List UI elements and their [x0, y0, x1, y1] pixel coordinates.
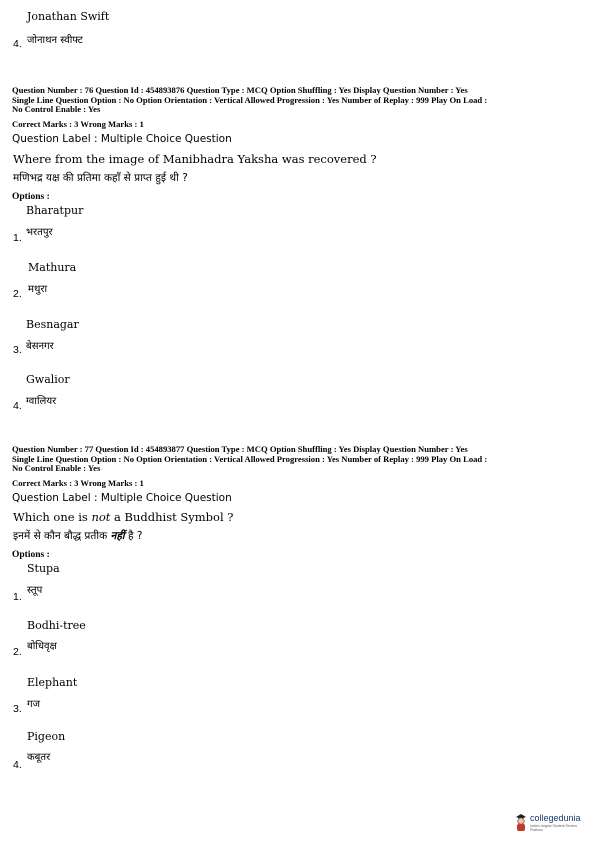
option-text-en: Bodhi-tree: [27, 619, 86, 632]
option-text-hi: गज: [27, 699, 41, 710]
question-meta-line: No Control Enable : Yes: [12, 104, 101, 114]
option-text-en: Mathura: [28, 261, 77, 274]
option-number: 3.: [13, 703, 22, 715]
option-text-hi: कबूतर: [27, 752, 51, 763]
option-number: 4.: [13, 38, 22, 50]
option-number: 1.: [13, 232, 22, 244]
option-text-hi: जोनाथन स्वीफ्ट: [27, 35, 83, 46]
option-number: 4.: [13, 400, 22, 412]
option-text-en: Bharatpur: [26, 204, 84, 217]
question-label: Question Label : Multiple Choice Question: [12, 492, 232, 504]
option-number: 3.: [13, 344, 22, 356]
question-marks: Correct Marks : 3 Wrong Marks : 1: [12, 119, 144, 129]
question-text-part: a Buddhist Symbol ?: [110, 510, 234, 524]
option-number: 4.: [13, 759, 22, 771]
option-text-hi: बोधिवृक्ष: [27, 641, 57, 652]
logo-text: collegedunia: [530, 813, 581, 823]
collegedunia-logo: [514, 812, 589, 834]
question-meta-line: No Control Enable : Yes: [12, 463, 101, 473]
question-meta-line: Question Number : 77 Question Id : 454893877 Question Type : MCQ Option Shuffling : Yes Display Question Number : Yes: [12, 444, 468, 454]
option-text-hi: बेसनगर: [26, 341, 54, 352]
options-heading: Options :: [12, 550, 50, 560]
option-text-en: Gwalior: [26, 373, 70, 386]
question-text-hi: मणिभद्र यक्ष की प्रतिमा कहाँ से प्राप्त हुई थी ?: [13, 172, 188, 184]
question-text-part: Which one is: [13, 510, 92, 524]
option-text-hi: भरतपुर: [26, 227, 53, 238]
mascot-icon: [514, 812, 528, 832]
option-text-hi: मथुरा: [28, 284, 48, 295]
question-label: Question Label : Multiple Choice Question: [12, 133, 232, 145]
option-text-en: Elephant: [27, 676, 78, 689]
question-meta-line: Single Line Question Option : No Option Orientation : Vertical Allowed Progression : Yes Number of Replay : 999 Play On Load :: [12, 453, 488, 464]
option-number: 2.: [13, 288, 22, 300]
option-text-en: Jonathan Swift: [27, 10, 110, 23]
question-text-part: है ?: [124, 530, 143, 542]
logo-tagline: India's largest Student Review Platform: [530, 824, 577, 832]
option-text-en: Pigeon: [27, 730, 66, 743]
question-text-en: Where from the image of Manibhadra Yaksha was recovered ?: [13, 152, 377, 166]
option-text-en: Stupa: [27, 562, 60, 575]
option-text-hi: स्तूप: [27, 585, 43, 596]
emphasis-text: not: [91, 510, 111, 524]
option-text-hi: ग्वालियर: [26, 396, 57, 407]
question-meta-line: Single Line Question Option : No Option Orientation : Vertical Allowed Progression : Yes Number of Replay : 999 Play On Load :: [12, 94, 488, 105]
option-number: 1.: [13, 591, 22, 603]
options-heading: Options :: [12, 192, 50, 202]
emphasis-text: नहीं: [110, 530, 125, 542]
option-text-en: Besnagar: [26, 318, 79, 331]
question-text-hi: [13, 529, 142, 543]
question-text-part: इनमें से कौन बौद्ध प्रतीक: [13, 530, 111, 542]
question-meta-line: Question Number : 76 Question Id : 454893876 Question Type : MCQ Option Shuffling : Yes Display Question Number : Yes: [12, 85, 468, 95]
question-text-en: [13, 510, 233, 524]
question-marks: Correct Marks : 3 Wrong Marks : 1: [12, 478, 144, 488]
option-number: 2.: [13, 646, 22, 658]
